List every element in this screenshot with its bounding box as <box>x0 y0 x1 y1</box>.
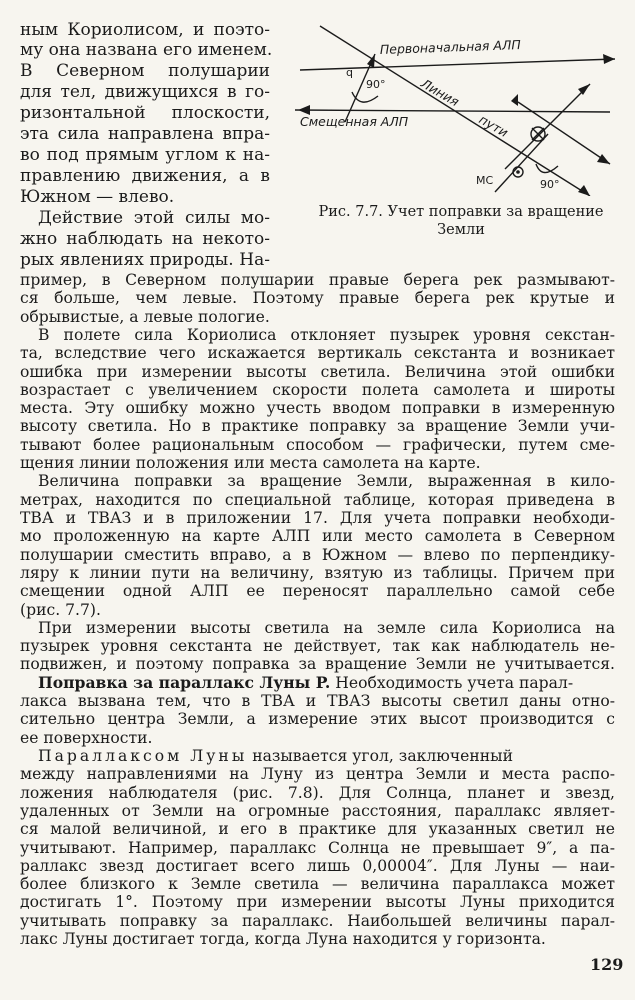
text-line: места. Эту ошибку можно учесть вводом поправки в измеренную <box>20 399 615 418</box>
text-line: эта сила направлена впра- <box>20 124 270 144</box>
arrow-head <box>511 94 518 106</box>
text-line: ным Кориолисом, и поэто- <box>20 20 270 40</box>
text-line: мо проложенную на карте АЛП или место самолета в Северном <box>20 527 615 546</box>
text-line: ложения наблюдателя (рис. 7.8). Для Солнца, планет и звезд, <box>20 783 615 802</box>
text-line: ошибка при измерении высоты светила. Величина этой ошибки <box>20 362 615 381</box>
text-line <box>38 747 513 765</box>
text-line: щения линии положения или места самолета на карте. <box>20 454 481 473</box>
text-line: При измерении высоты светила на земле сила Кориолиса на <box>38 618 615 637</box>
text-line: для тел, движущихся в го- <box>20 82 270 102</box>
text-line: ТВА и ТВАЗ и в приложении 17. Для учета поправки необходи- <box>20 509 615 527</box>
text-line: пузырек уровня секстанта не действует, так как наблюдатель не- <box>20 637 615 656</box>
label-line: Линия <box>418 75 462 110</box>
term-spaced: Параллаксом Луны <box>38 746 248 765</box>
text-line: высоту светила. Но в практике поправку за вращение Земли учи- <box>20 417 615 436</box>
text-line: Действие этой силы мо- <box>38 208 270 228</box>
text-line: та, вследствие чего искажается вертикаль секстанта и возникает <box>20 344 615 363</box>
page-number: 129 <box>590 955 624 974</box>
text-line: учитывают. Например, параллакс Солнца не превышает 9″, а па- <box>20 838 615 857</box>
arrow-head <box>603 54 615 64</box>
text-line: тывают более рациональным способом — графически, путем сме- <box>20 435 615 454</box>
label-shifted-alp: Смещенная АЛП <box>300 114 409 129</box>
label-angle-2: 90° <box>540 178 560 191</box>
text-line: учитывать поправку за параллакс. Наибольшей величины парал- <box>20 911 615 930</box>
text-line <box>38 674 573 692</box>
text-line: пример, в Северном полушарии правые берега рек размывают- <box>20 271 615 289</box>
text-line: более близкого к Земле светила — величина параллакса может <box>20 875 615 894</box>
text-line: ся больше, чем левые. Поэтому правые берега рек крутые и <box>20 289 615 308</box>
text-run: Необходимость учета парал- <box>330 673 574 692</box>
text-line: В полете сила Кориолиса отклоняет пузырек уровня секстан- <box>38 325 615 344</box>
text-line: лакса вызвана тем, что в ТВА и ТВАЗ высоты светил даны отно- <box>20 692 615 710</box>
figure-caption-line: Рис. 7.7. Учет поправки за вращение <box>318 204 604 220</box>
text-line: ее поверхности. <box>20 728 153 747</box>
text-line: правлению движения, а в <box>20 166 270 186</box>
text-line: подвижен, и поэтому поправка за вращение Земли не учитывается. <box>20 655 615 674</box>
text-line: (рис. 7.7). <box>20 600 101 619</box>
text-line: сительно центра Земли, а измерение этих высот производится с <box>20 710 615 729</box>
figure-7-7-diagram <box>290 14 620 196</box>
label-q: q <box>346 66 353 79</box>
text-line: между направлениями на Луну из центра Земли и места распо- <box>20 765 615 784</box>
label-path: пути <box>476 111 511 141</box>
text-line: удаленных от Земли на огромные расстояния, параллакс являет- <box>20 801 615 820</box>
text-line: му она названа его именем. <box>20 40 273 60</box>
label-original-alp: Первоначальная АЛП <box>379 37 521 57</box>
figure-caption-line: Земли <box>437 222 485 238</box>
text-line: ляру к линии пути на величину, взятую из таблицы. Причем при <box>20 563 615 582</box>
text-line: Южном — влево. <box>20 187 175 207</box>
text-line: метрах, находится по специальной таблице, которая приведена в <box>20 490 615 509</box>
arrow-head <box>578 185 590 196</box>
section-heading: Поправка за параллакс Луны P. <box>38 672 331 692</box>
text-line: обрывистые, а левые пологие. <box>20 307 270 326</box>
text-line: В Северном полушарии <box>20 61 270 81</box>
text-line: достигать 1°. Поэтому при измерении высоты Луны приходится <box>20 893 615 912</box>
text-run: называется угол, заключенный <box>247 746 513 765</box>
arrow-head <box>597 154 610 164</box>
text-line: полушарии сместить вправо, а в Южном — влево по перпендику- <box>20 545 615 564</box>
text-line: жно наблюдать на некото- <box>20 229 270 249</box>
label-angle-1: 90° <box>366 78 386 91</box>
text-line: лакс Луны достигает тогда, когда Луна находится у горизонта. <box>20 930 546 948</box>
text-line: рых явлениях природы. На- <box>20 250 270 270</box>
text-line: возрастает с увеличением скорости полета самолета и широты <box>20 380 615 399</box>
text-line: Величина поправки за вращение Земли, выраженная в кило- <box>38 472 615 491</box>
text-line: смещении одной АЛП ее переносят параллельно самой себе <box>20 582 615 601</box>
text-line: раллакс звезд достигает всего лишь 0,00004″. Для Луны — наи- <box>20 856 615 875</box>
text-line: во под прямым углом к на- <box>20 145 270 165</box>
text-line: ся малой величиной, и его в практике для указанных светил не <box>20 820 615 839</box>
label-ms: МС <box>476 174 494 187</box>
text-line: ризонтальной плоскости, <box>20 103 270 123</box>
